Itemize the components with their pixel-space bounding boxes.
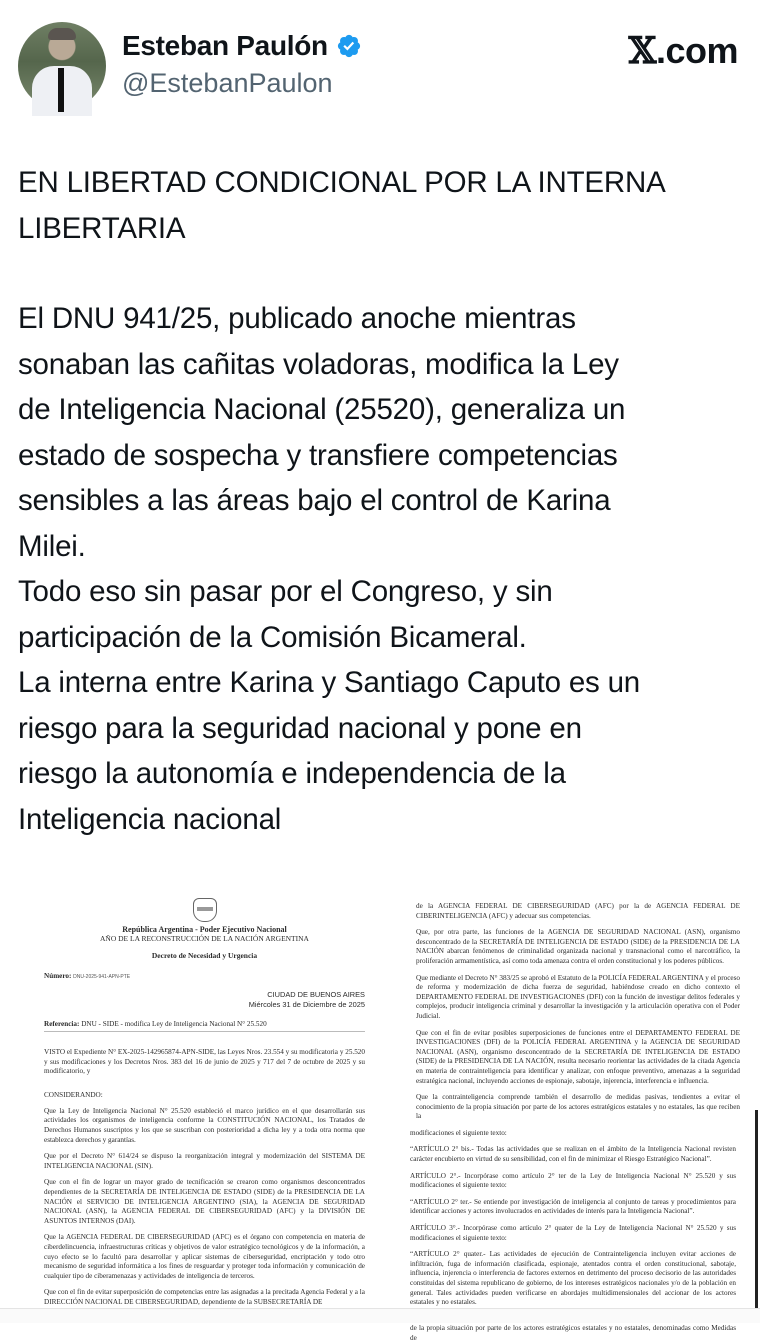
decree-page-2-image[interactable] [400, 890, 760, 1342]
doc-paragraph: Que por el Decreto N° 614/24 se dispuso la reorganización integral y modernización del SISTEMA DE INTELIGENCIA NACIONAL (SIN). [44, 1152, 365, 1170]
avatar[interactable] [18, 22, 106, 110]
attached-images [0, 890, 760, 1342]
doc-date: Miércoles 31 de Diciembre de 2025 [248, 1000, 365, 1009]
doc-paragraph: ARTÍCULO 3°.- Incorpórase como artículo 2° quater de la Ley de Inteligencia Nacional N° 25.520 y sus modificaciones el siguiente texto: [410, 1224, 736, 1242]
tweet-line: sonaban las cañitas voladoras, modifica la Ley [18, 347, 619, 381]
doc-paragraph: Que mediante el Decreto N° 383/25 se aprobó el Estatuto de la POLICÍA FEDERAL ARGENTINA y el proceso de reforma y modernización de dicha fuerza de seguridad, habiéndose creado en dicho contexto el DEPARTAMENTO FEDERAL DE INVESTIGACIONES (DFI) con la función de investigar delitos federales y complejos, producir inteligencia criminal y desarrollar la investigación y la articulación operativa con el Poder Judicial. [416, 973, 740, 1020]
tweet-line: La interna entre Karina y Santiago Caputo es un [18, 666, 640, 699]
tweet-line: Milei. [18, 529, 86, 563]
doc-paragraph: “ARTÍCULO 2° ter.- Se entiende por investigación de inteligencia al conjunto de tareas y procedimientos para identificar acciones y actores involucrados en actividades de interés para la Inteligencia Nacional”. [410, 1197, 736, 1216]
doc-reference-value: DNU - SIDE - modifica Ley de Inteligencia Nacional N° 25.520 [81, 1020, 267, 1028]
doc-paragraph: Que la AGENCIA FEDERAL DE CIBERSEGURIDAD (AFC) es el órgano con competencia en materia de ciberdelincuencia, infraestructuras críticas y objetivos de valor estratégico tecnológicos y de la información, a cuyo efecto se lo facultó para desarrollar y aplicar sistemas de ciberseguridad, encriptación y todo otro mecanismo de seguridad informática a los fines de resguardar y proteger toda información y comunicación de cualquier tipo de ciberamenazas y actividades de inteligencia de terceros. [44, 1233, 365, 1280]
doc-number-label: Número: [44, 972, 72, 980]
doc-paragraph: Que con el fin de evitar posibles superposiciones de funciones entre el DEPARTAMENTO FEDERAL DE INVESTIGACIONES (DFI) de la POLICÍA FEDERAL ARGENTINA y la AGENCIA DE SEGURIDAD NACIONAL (ASN), organismo desconcentrado de la SECRETARÍA DE INTELIGENCIA DE ESTADO (SIDE) de la PRESIDENCIA DE LA NACIÓN, resulta necesario reorientar las actividades de la citada Agencia en materia de contrainteligencia para identificar y analizar, con enfoque preventivo, amenazas a la seguridad estratégica nacional, incluyendo acciones de espionaje, sabotaje, injerencia, interferencia e influencia. [416, 1028, 740, 1085]
avatar-hair [48, 28, 76, 40]
argentina-crest-icon [193, 898, 217, 922]
tweet-line: de Inteligencia Nacional (25520), generaliza un [18, 393, 626, 426]
doc-paragraph: Que con el fin de lograr un mayor grado de tecnificación se crearon como organismos desconcentrados dependientes de la SECRETARÍA DE INTELIGENCIA DE ESTADO (SIDE) de la PRESIDENCIA DE LA NACIÓN el SERVICIO DE INTELIGENCIA ARGENTINO (SIA), la AGENCIA DE SEGURIDAD NACIONAL (ASN), la AGENCIA FEDERAL DE CIBERSEGURIDAD (AFC) y la DIVISIÓN DE ASUNTOS INTERNOS (DAI). [44, 1178, 365, 1225]
tweet-line: El DNU 941/25, publicado anoche mientras [18, 302, 576, 335]
tweet-line: riesgo para la seguridad nacional y pone en [18, 711, 582, 745]
bottom-edge [0, 1308, 760, 1323]
tweet-title-line: LIBERTARIA [18, 211, 186, 245]
tweet-line: sensibles a las áreas bajo el control de Karina [18, 484, 611, 517]
doc-type: Decreto de Necesidad y Urgencia [151, 951, 258, 960]
spacer [18, 251, 748, 296]
verified-badge-icon [336, 33, 362, 59]
doc-considerando: CONSIDERANDO: [44, 1090, 103, 1099]
tweet-body [18, 160, 748, 842]
doc-paragraph: de la propia situación por parte de los actores estratégicos estatales y no estatales, denominadas como Medidas de [410, 1324, 736, 1342]
doc-visto: VISTO el Expediente N° EX-2025-142965874-APN-SIDE, las Leyes Nros. 23.554 y su modificatoria y 25.520 y sus modificaciones y los Decretos Nros. 383 del 16 de junio de 2025 y 717 del 7 de octubre de 2025 y su modificatorio, y [44, 1048, 365, 1076]
x-domain-suffix: .com [655, 30, 738, 71]
tweet-line: Todo eso sin pasar por el Congreso, y sin [18, 575, 553, 608]
decree-page-1-image[interactable] [0, 890, 395, 1310]
doc-paragraph: Que con el fin de evitar superposición de competencias entre las asignadas a la precitada Agencia Federal y a la DIRECCIÓN NACIONAL DE CIBERSEGURIDAD, dependiente de la SUBSECRETARÍA DE [44, 1288, 365, 1306]
tweet-title-line: EN LIBERTAD CONDICIONAL POR LA INTERNA [18, 166, 666, 199]
doc-paragraph: “ARTÍCULO 2° bis.- Todas las actividades que se realizan en el ámbito de la Inteligencia Nacional revisten carácter encubierto en virtud de su sensibilidad, con el fin de minimizar el Riesgo Estratégico Nacional”. [410, 1145, 736, 1164]
doc-paragraph: modificaciones el siguiente texto: [410, 1128, 507, 1137]
doc-number-value: DNU-2025-941-APN-PTE [73, 974, 131, 980]
tweet-header [0, 0, 760, 130]
doc-issuer: República Argentina - Poder Ejecutivo Nacional [122, 925, 287, 934]
doc-year-motto: AÑO DE LA RECONSTRUCCIÓN DE LA NACIÓN ARGENTINA [100, 934, 309, 943]
x-icon: 𝕏 [628, 30, 656, 72]
doc-reference [44, 1020, 365, 1032]
x-logo [629, 30, 738, 72]
avatar-tie [58, 68, 64, 112]
doc-city: CIUDAD DE BUENOS AIRES [267, 990, 365, 999]
tweet-line: riesgo la autonomía e independencia de la [18, 757, 566, 790]
name-row [122, 30, 362, 62]
tweet-line: participación de la Comisión Bicameral. [18, 620, 527, 654]
user-handle[interactable]: @EstebanPaulon [122, 68, 333, 98]
doc-number-row [44, 972, 365, 980]
doc-reference-label: Referencia: [44, 1020, 80, 1028]
doc-paragraph: “ARTÍCULO 2° quater.- Las actividades de ejecución de Contrainteligencia incluyen evitar acciones de infiltración, fuga de información clasificada, espionaje, atentados contra el orden constitucional, sabotaje, influencia, injerencia o interferencia de factores externos en detrimento del proceso decisorio de las autoridades constituidas del sistema republicano de gobierno, de los intereses estratégicos nacionales y/o de la población en general. Tales actividades pueden verificarse en abordajes multidimensionales del accionar de los actores estatales y no estatales. [410, 1250, 736, 1307]
doc-paragraph: ARTÍCULO 2°.- Incorpórase como artículo 2° ter de la Ley de Inteligencia Nacional N° 25.520 y sus modificaciones el siguiente texto: [410, 1171, 736, 1190]
page-edge-shadow [755, 1110, 758, 1310]
tweet-line: Inteligencia nacional [18, 802, 282, 836]
display-name[interactable]: Esteban Paulón [122, 30, 328, 61]
doc-paragraph: Que, por otra parte, las funciones de la AGENCIA DE SEGURIDAD NACIONAL (ASN), organismo desconcentrado de la SECRETARÍA DE INTELIGENCIA DE ESTADO (SIDE) de la PRESIDENCIA DE LA NACIÓN abarcan fenómenos de criminalidad organizada nacional y transnacional como el narcotráfico, la proliferación armamentística, así como toda amenaza contra el orden constitucional y los poderes públicos. [416, 928, 740, 965]
doc-paragraph: Que la contrainteligencia comprende también el desarrollo de medidas pasivas, tendientes a evitar el conocimiento de la propia situación por parte de los actores estratégicos estatales y no estatales, las que reciben la [416, 1093, 740, 1121]
tweet-line: estado de sospecha y transfiere competencias [18, 438, 618, 472]
doc-paragraph: Que la Ley de Inteligencia Nacional N° 25.520 estableció el marco jurídico en el que desarrollarán sus actividades los organismos de inteligencia conforme la CONSTITUCIÓN NACIONAL, los Tratados de Derechos Humanos suscriptos y los que se suscriban con posterioridad a dicha ley y a toda otra norma que establezca derechos y garantías. [44, 1106, 365, 1144]
doc-paragraph: de la AGENCIA FEDERAL DE CIBERSEGURIDAD (AFC) por la de AGENCIA FEDERAL DE CIBERINTELIGENCIA (AFC) y adecuar sus competencias. [416, 902, 740, 920]
